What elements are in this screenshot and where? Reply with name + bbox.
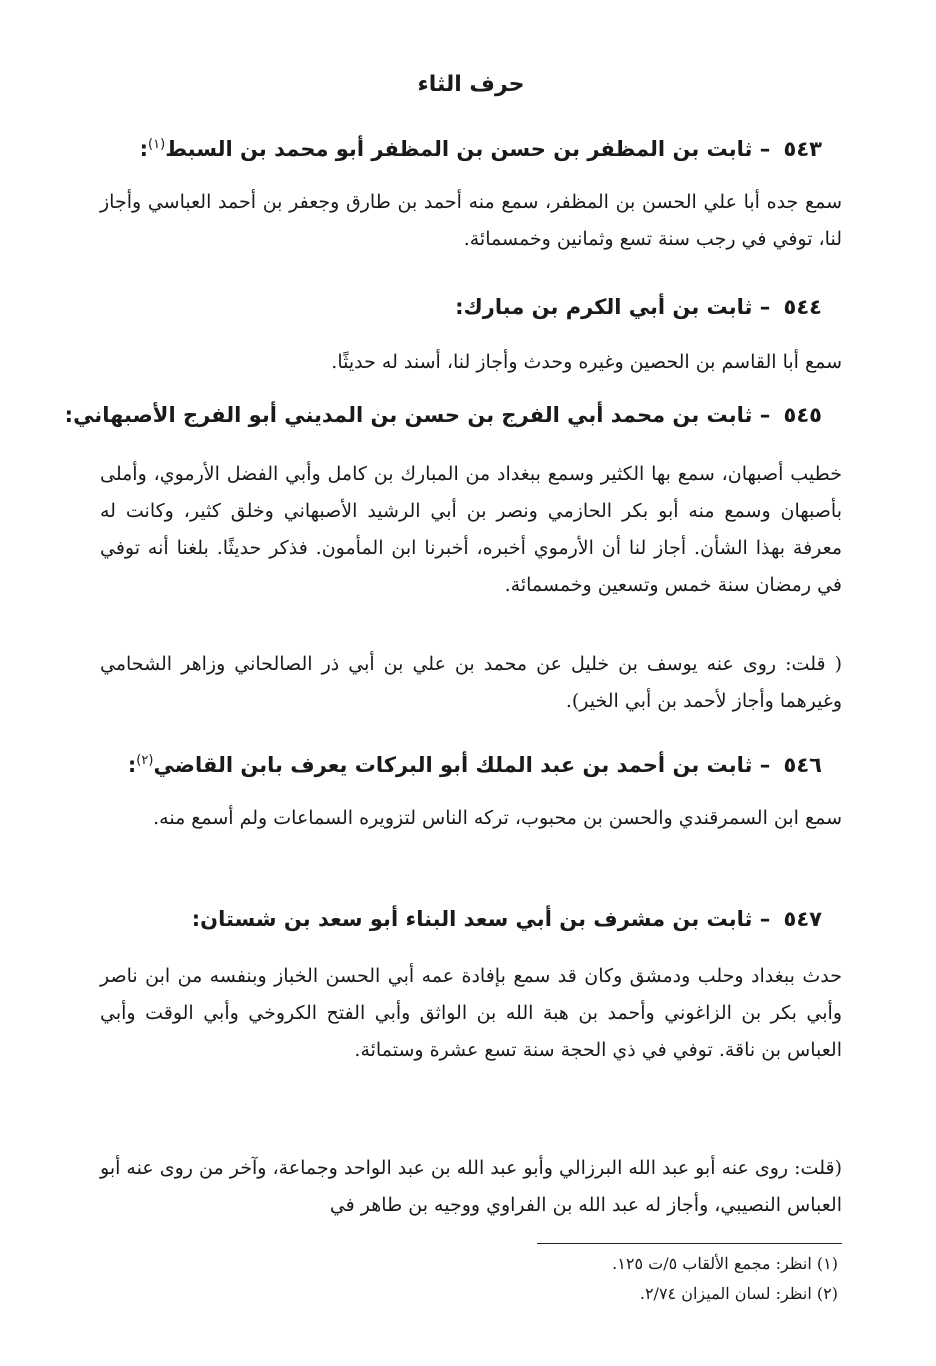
entry-body-545: خطيب أصبهان، سمع بها الكثير وسمع ببغداد من المبارك بن كامل وأبي الفضل الأرموي، وأملى بأصبهان وسمع منه أبو بكر الحازمي ونصر بن أبي الرشيد الأصبهاني وخلق كثير، وكانت له معرفة بهذا الشأن. أجاز لنا أن الأرموي أخبره، أخبرنا ابن المأمون. فذكر حديثًا. بلغنا أنه توفي في رمضان سنة خمس وتسعين وخمسمائة. [100, 463, 842, 596]
footnote-ref: (٢) [136, 753, 154, 768]
entry-body-547: حدث ببغداد وحلب ودمشق وكان قد سمع بإفادة عمه أبي الحسن الخباز وبنفسه من ابن ناصر وأبي بكر بن الزاغوني وأحمد بن هبة الله بن الواثق وأبي الفتح الكروخي وأبي الوقت وأبي العباس بن ناقة. توفي في ذي الحجة سنة تسع عشرة وستمائة. [100, 965, 842, 1061]
footnote-1: (١) انظر: مجمع الألقاب ٥/ت ١٢٥. [612, 1254, 838, 1273]
entry-dash: – [759, 403, 771, 427]
footnote-ref: (١) [148, 137, 166, 152]
entry-heading-543: ٥٤٣ – ثابت بن المظفر بن حسن بن المظفر أبو محمد بن السبط$^{(١)}$: [139, 137, 822, 161]
entry-body-546: سمع ابن السمرقندي والحسن بن محبوب، تركه الناس لتزويره السماعات ولم أسمع منه. [153, 807, 842, 829]
chapter-title: حرف الثاء [417, 72, 525, 97]
book-page [64, 0, 842, 1366]
entry-heading-544: ٥٤٤ – ثابت بن أبي الكرم بن مبارك: [455, 295, 822, 319]
entry-body-543: سمع جده أبا علي الحسن بن المظفر، سمع منه أحمد بن طارق وجعفر بن أحمد العباسي وأجاز لنا، توفي في رجب سنة تسع وثمانين وخمسمائة. [100, 191, 842, 250]
entry-name: ثابت بن مشرف بن أبي سعد البناء أبو سعد بن شستان [200, 907, 753, 931]
entry-dash: – [759, 137, 771, 161]
entry-dash: – [759, 753, 771, 777]
entry-number: ٥٤٤ [783, 295, 822, 319]
entry-number: ٥٤٥ [783, 403, 822, 427]
entry-dash: – [759, 907, 771, 931]
entry-name: ثابت بن أحمد بن عبد الملك أبو البركات يعرف بابن القاضي [153, 753, 753, 777]
entry-note-545: ( قلت: روى عنه يوسف بن خليل عن محمد بن علي بن أبي ذر الصالحاني وزاهر الشحامي وغيرهما وأجاز لأحمد بن أبي الخير). [100, 653, 842, 712]
entry-name: ثابت بن محمد أبي الفرج بن حسن بن المديني أبو الفرج الأصبهاني [73, 403, 753, 427]
entry-name: ثابت بن أبي الكرم بن مبارك [463, 295, 753, 319]
footnote-2: (٢) انظر: لسان الميزان ٢/٧٤. [639, 1284, 838, 1303]
entry-heading-546: ٥٤٦ – ثابت بن أحمد بن عبد الملك أبو البركات يعرف بابن القاضي$^{(٢)}$: [127, 753, 822, 777]
entry-number: ٥٤٦ [783, 753, 822, 777]
footnote-divider [537, 1243, 842, 1244]
entry-dash: – [759, 295, 771, 319]
entry-number: ٥٤٧ [783, 907, 822, 931]
entry-name: ثابت بن المظفر بن حسن بن المظفر أبو محمد بن السبط [165, 137, 753, 161]
entry-note-547: (قلت: روى عنه أبو عبد الله البرزالي وأبو عبد الله بن عبد الواحد وجماعة، وآخر من روى عنه أبو العباس النصيبي، وأجاز له عبد الله بن الفراوي ووجيه بن طاهر في [100, 1157, 842, 1216]
entry-number: ٥٤٣ [783, 137, 822, 161]
entry-heading-547: ٥٤٧ – ثابت بن مشرف بن أبي سعد البناء أبو سعد بن شستان: [191, 907, 822, 931]
entry-body-544: سمع أبا القاسم بن الحصين وغيره وحدث وأجاز لنا، أسند له حديثًا. [331, 351, 842, 373]
entry-heading-545: ٥٤٥ – ثابت بن محمد أبي الفرج بن حسن بن المديني أبو الفرج الأصبهاني: [64, 403, 822, 427]
